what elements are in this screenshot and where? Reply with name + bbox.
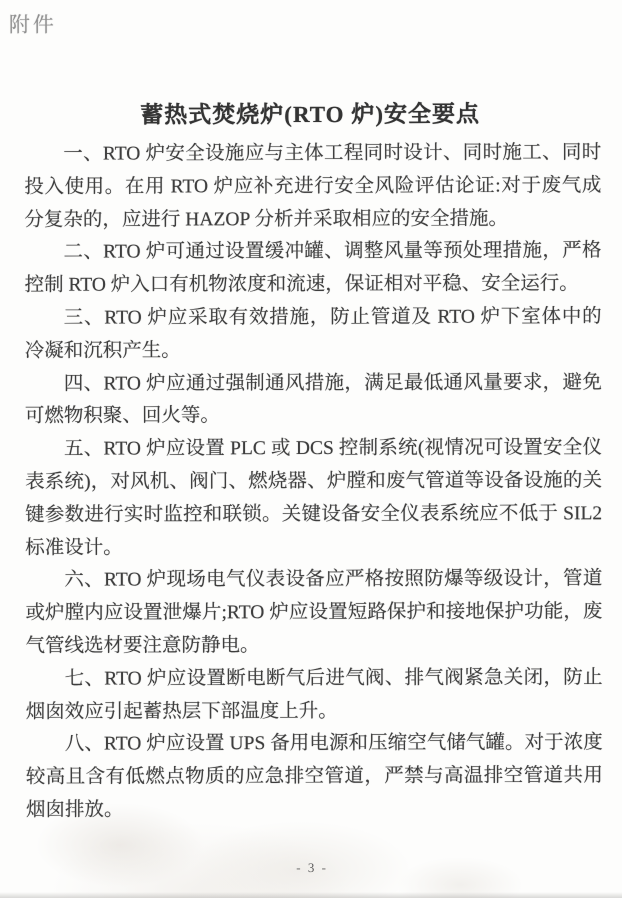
paragraph-1: 一、RTO 炉安全设施应与主体工程同时设计、同时施工、同时投入使用。在用 RTO 炉应补充进行安全风险评估论证:对于废气成分复杂的，应进行 HAZOP 分析并采取相应的安全措施。 xyxy=(24,142,602,231)
paragraph-4: 四、RTO 炉应通过强制通风措施，满足最低通风量要求，避免可燃物积聚、回火等。 xyxy=(24,371,602,428)
paragraph-3: 三、RTO 炉应采取有效措施，防止管道及 RTO 炉下室体中的冷凝和沉积产生。 xyxy=(24,306,602,362)
paragraph-8: 八、RTO 炉应设置 UPS 备用电源和压缩空气储气罐。对于浓度较高且含有低燃点物质的应急排空管道，严禁与高温排空管道共用烟囱排放。 xyxy=(25,732,603,821)
document-title: 蓄热式焚烧炉(RTO 炉)安全要点 xyxy=(140,101,481,128)
paragraph-5: 五、RTO 炉应设置 PLC 或 DCS 控制系统(视情况可设置安全仪表系统)，对风机、阀门、燃烧器、炉膛和废气管道等设备设施的关键参数进行实时监控和联锁。关键设备安全仪表系统应不低于 SIL2 标准设计。 xyxy=(25,437,603,559)
paragraph-7: 七、RTO 炉应设置断电断气后进气阀、排气阀紧急关闭，防止烟囱效应引起蓄热层下部温度上升。 xyxy=(25,666,603,723)
attachment-label: 附件 xyxy=(8,12,57,37)
paragraph-2: 二、RTO 炉可通过设置缓冲罐、调整风量等预处理措施，严格控制 RTO 炉入口有机物浓度和流速，保证相对平稳、安全运行。 xyxy=(24,240,602,296)
document-body xyxy=(24,137,603,827)
page-number: - 3 - xyxy=(296,859,328,876)
paragraph-6: 六、RTO 炉现场电气仪表设备应严格按照防爆等级设计，管道或炉膛内应设置泄爆片;RTO 炉应设置短路保护和接地保护功能，废气管线选材要注意防静电。 xyxy=(25,568,603,657)
